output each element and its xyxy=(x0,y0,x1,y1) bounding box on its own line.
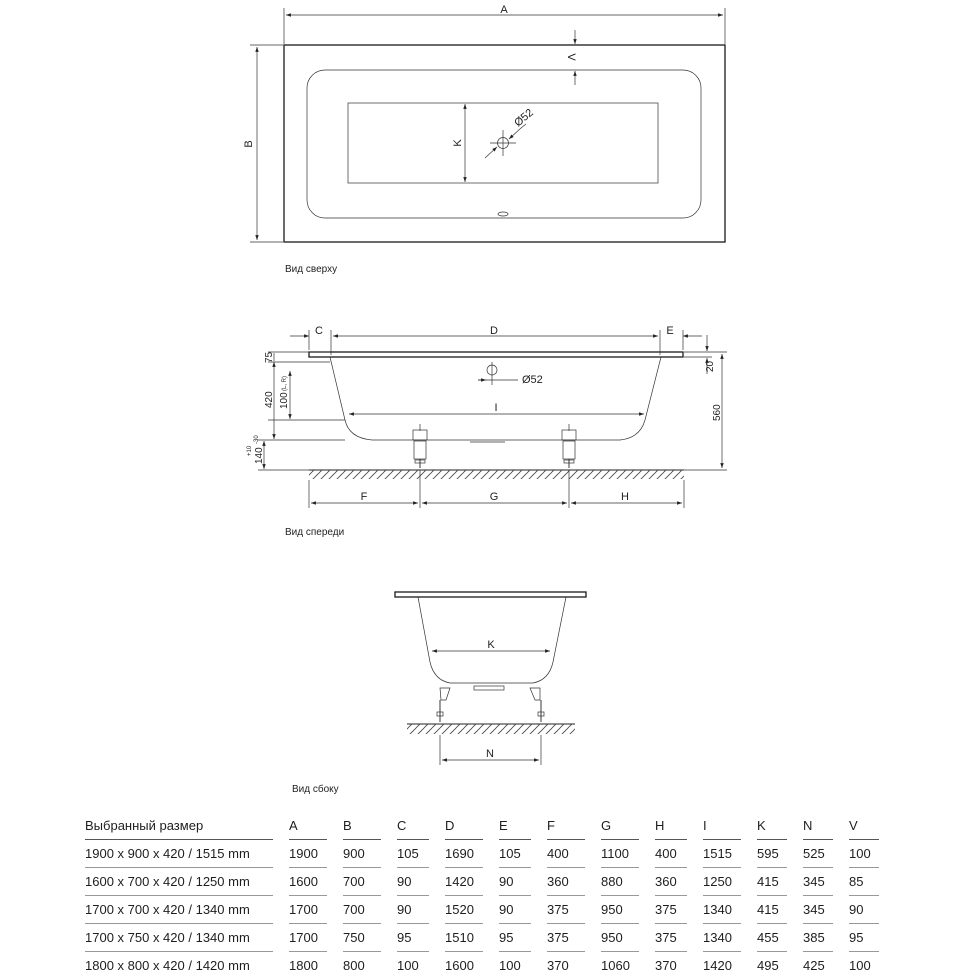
top-view-caption: Вид сверху xyxy=(285,264,338,275)
side-view-caption: Вид сбоку xyxy=(292,784,339,795)
overflow-icon xyxy=(498,212,508,216)
cell-e: 90 xyxy=(499,895,531,923)
cell-k: 415 xyxy=(757,895,787,923)
top-view-basin xyxy=(307,70,701,218)
dim-plus10-label: +10 xyxy=(247,445,253,456)
cell-k: 495 xyxy=(757,951,787,979)
cell-size: 1900 x 900 x 420 / 1515 mm xyxy=(85,839,273,867)
cell-h: 375 xyxy=(655,923,687,951)
dim-minus30-label: -30 xyxy=(254,435,260,444)
cell-c: 95 xyxy=(397,923,429,951)
cell-i: 1340 xyxy=(703,923,741,951)
cell-size: 1700 x 700 x 420 / 1340 mm xyxy=(85,895,273,923)
dim-75-label: 75 xyxy=(264,351,275,363)
cell-size: 1600 x 700 x 420 / 1250 mm xyxy=(85,867,273,895)
cell-k: 595 xyxy=(757,839,787,867)
col-header-e: E xyxy=(499,812,531,839)
front-view xyxy=(247,325,727,538)
front-view-caption: Вид спереди xyxy=(285,527,345,538)
dim-560-label: 560 xyxy=(712,404,723,421)
cell-d: 1510 xyxy=(445,923,483,951)
col-header-size: Выбранный размер xyxy=(85,812,273,839)
cell-a: 1700 xyxy=(289,895,327,923)
cell-d: 1690 xyxy=(445,839,483,867)
dim-f-label: F xyxy=(360,491,368,503)
cell-b: 700 xyxy=(343,867,381,895)
cell-v: 100 xyxy=(849,839,879,867)
cell-b: 900 xyxy=(343,839,381,867)
cell-a: 1700 xyxy=(289,923,327,951)
cell-c: 90 xyxy=(397,867,429,895)
table-row xyxy=(85,951,879,979)
cell-h: 400 xyxy=(655,839,687,867)
cell-c: 90 xyxy=(397,895,429,923)
cell-v: 100 xyxy=(849,951,879,979)
cell-h: 360 xyxy=(655,867,687,895)
table-row xyxy=(85,839,879,867)
cell-d: 1420 xyxy=(445,867,483,895)
side-dim-n-label: N xyxy=(486,748,494,760)
cell-size: 1800 x 800 x 420 / 1420 mm xyxy=(85,951,273,979)
cell-f: 360 xyxy=(547,867,585,895)
front-drain-label: Ø52 xyxy=(522,374,543,386)
dim-140-label: 140 xyxy=(254,447,265,464)
cell-n: 385 xyxy=(803,923,833,951)
cell-n: 525 xyxy=(803,839,833,867)
cell-b: 700 xyxy=(343,895,381,923)
support-foot-left xyxy=(413,424,427,468)
dim-d-label: D xyxy=(490,325,498,337)
dim-a-label: A xyxy=(500,4,508,16)
table-row xyxy=(85,923,879,951)
cell-i: 1515 xyxy=(703,839,741,867)
cell-g: 880 xyxy=(601,867,639,895)
cell-n: 345 xyxy=(803,895,833,923)
dim-420-label: 420 xyxy=(264,391,275,408)
cell-k: 455 xyxy=(757,923,787,951)
side-dim-k-label: K xyxy=(487,639,495,651)
cell-c: 105 xyxy=(397,839,429,867)
side-view xyxy=(292,592,586,795)
dimensions-table xyxy=(85,812,879,979)
dim-c-label: C xyxy=(315,325,323,337)
cell-f: 375 xyxy=(547,895,585,923)
dim-e-label: E xyxy=(666,325,674,337)
support-foot-right xyxy=(562,424,576,468)
cell-k: 415 xyxy=(757,867,787,895)
table-header-row xyxy=(85,812,879,839)
cell-g: 1060 xyxy=(601,951,639,979)
cell-e: 100 xyxy=(499,951,531,979)
dim-b-label: B xyxy=(243,140,255,148)
top-view xyxy=(243,4,725,275)
col-header-h: H xyxy=(655,812,687,839)
dim-i-label: I xyxy=(494,402,498,414)
col-header-f: F xyxy=(547,812,585,839)
dim-100-label: 100 xyxy=(279,392,290,409)
dim-v-label: V xyxy=(565,53,577,61)
dim-g-label: G xyxy=(489,491,499,503)
col-header-k: K xyxy=(757,812,787,839)
cell-f: 370 xyxy=(547,951,585,979)
cell-a: 1800 xyxy=(289,951,327,979)
col-header-i: I xyxy=(703,812,741,839)
side-support-legs xyxy=(437,686,544,722)
col-header-g: G xyxy=(601,812,639,839)
col-header-c: C xyxy=(397,812,429,839)
side-view-rim xyxy=(395,592,586,597)
dim-k-label: K xyxy=(452,139,464,147)
cell-e: 95 xyxy=(499,923,531,951)
cell-v: 90 xyxy=(849,895,879,923)
cell-i: 1250 xyxy=(703,867,741,895)
dim-20-label: 20 xyxy=(705,360,716,372)
col-header-d: D xyxy=(445,812,483,839)
col-header-v: V xyxy=(849,812,879,839)
front-drain-icon xyxy=(478,362,518,385)
cell-i: 1340 xyxy=(703,895,741,923)
side-floor-hatch xyxy=(407,724,575,734)
cell-size: 1700 x 750 x 420 / 1340 mm xyxy=(85,923,273,951)
table-row xyxy=(85,895,879,923)
cell-i: 1420 xyxy=(703,951,741,979)
drain-diameter-label: Ø52 xyxy=(512,106,536,130)
col-header-a: A xyxy=(289,812,327,839)
cell-f: 375 xyxy=(547,923,585,951)
cell-v: 85 xyxy=(849,867,879,895)
table-row xyxy=(85,867,879,895)
front-view-basin xyxy=(330,357,661,440)
top-view-outer-rim xyxy=(284,45,725,242)
cell-c: 100 xyxy=(397,951,429,979)
front-view-rim xyxy=(309,352,683,357)
cell-h: 375 xyxy=(655,895,687,923)
cell-g: 950 xyxy=(601,895,639,923)
cell-d: 1600 xyxy=(445,951,483,979)
cell-a: 1900 xyxy=(289,839,327,867)
cell-b: 800 xyxy=(343,951,381,979)
cell-g: 950 xyxy=(601,923,639,951)
cell-g: 1100 xyxy=(601,839,639,867)
cell-b: 750 xyxy=(343,923,381,951)
col-header-n: N xyxy=(803,812,833,839)
col-header-b: B xyxy=(343,812,381,839)
cell-e: 90 xyxy=(499,867,531,895)
dim-h-label: H xyxy=(621,491,629,503)
cell-n: 345 xyxy=(803,867,833,895)
cell-a: 1600 xyxy=(289,867,327,895)
cell-v: 95 xyxy=(849,923,879,951)
cell-h: 370 xyxy=(655,951,687,979)
cell-d: 1520 xyxy=(445,895,483,923)
cell-e: 105 xyxy=(499,839,531,867)
dim-lr-label: (L, R) xyxy=(282,376,288,391)
cell-f: 400 xyxy=(547,839,585,867)
floor-hatch xyxy=(309,470,684,479)
cell-n: 425 xyxy=(803,951,833,979)
